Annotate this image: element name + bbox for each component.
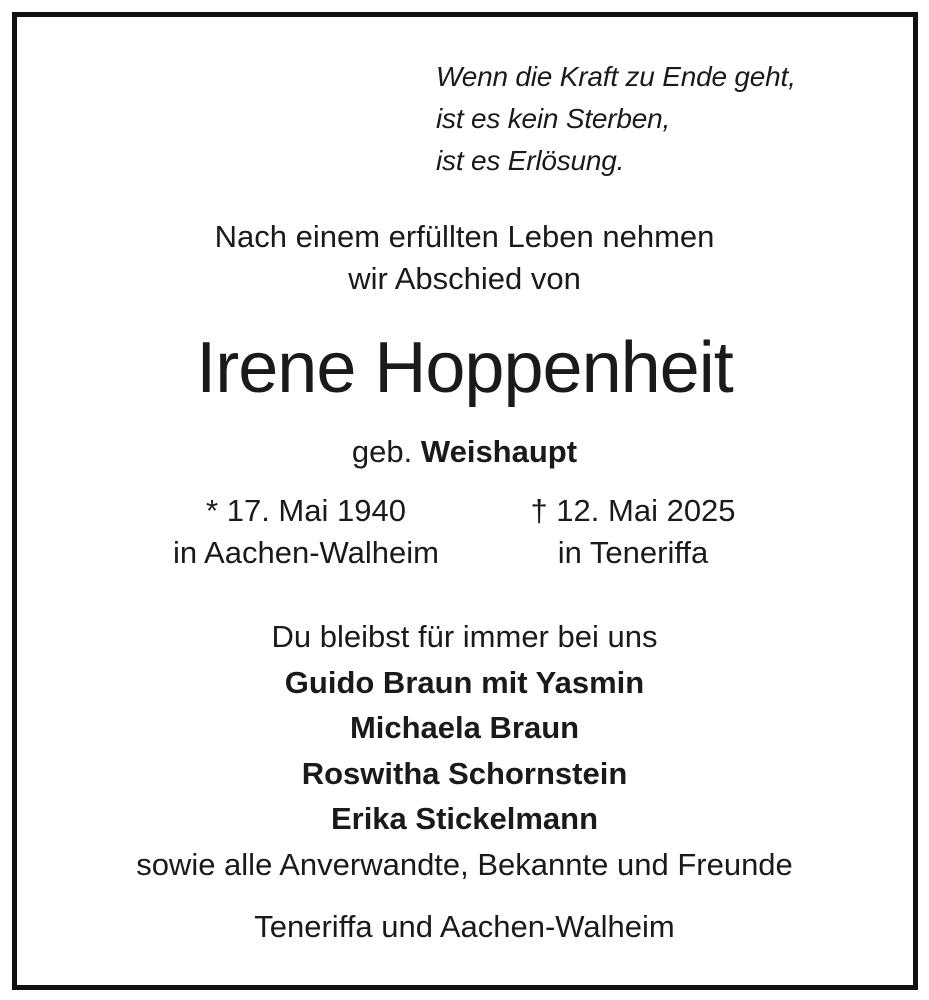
death-date: † 12. Mai 2025 (530, 493, 736, 528)
deceased-name: Irene Hoppenheit (196, 328, 733, 408)
birth-date: * 17. Mai 1940 (206, 493, 406, 528)
quote-line: ist es Erlösung. (436, 145, 625, 176)
death-info (490, 490, 776, 574)
maiden-name: Weishaupt (420, 434, 578, 469)
quote-line: ist es kein Sterben, (436, 103, 671, 134)
birth-info (146, 490, 466, 574)
mourner-name: Roswitha Schornstein (301, 755, 628, 791)
mourner-name: Erika Stickelmann (330, 801, 599, 836)
maiden-name-line (0, 432, 929, 472)
family-section (0, 614, 929, 887)
location-line: Teneriffa und Aachen-Walheim (254, 909, 675, 944)
death-place: in Teneriffa (557, 535, 709, 570)
intro-line: Nach einem erfüllten Leben nehmen (214, 219, 715, 254)
quote-line: Wenn die Kraft zu Ende geht, (436, 61, 796, 92)
mourner-name: Michaela Braun (349, 710, 580, 745)
maiden-prefix: geb. (351, 434, 413, 469)
quote (436, 56, 796, 182)
mourner-name: Guido Braun mit Yasmin (284, 664, 645, 700)
family-closing: sowie alle Anverwandte, Bekannte und Freunde (136, 846, 793, 882)
birth-place: in Aachen-Walheim (173, 535, 439, 570)
intro-text (0, 216, 929, 300)
family-intro: Du bleibst für immer bei uns (271, 619, 658, 654)
intro-line: wir Abschied von (348, 261, 581, 296)
